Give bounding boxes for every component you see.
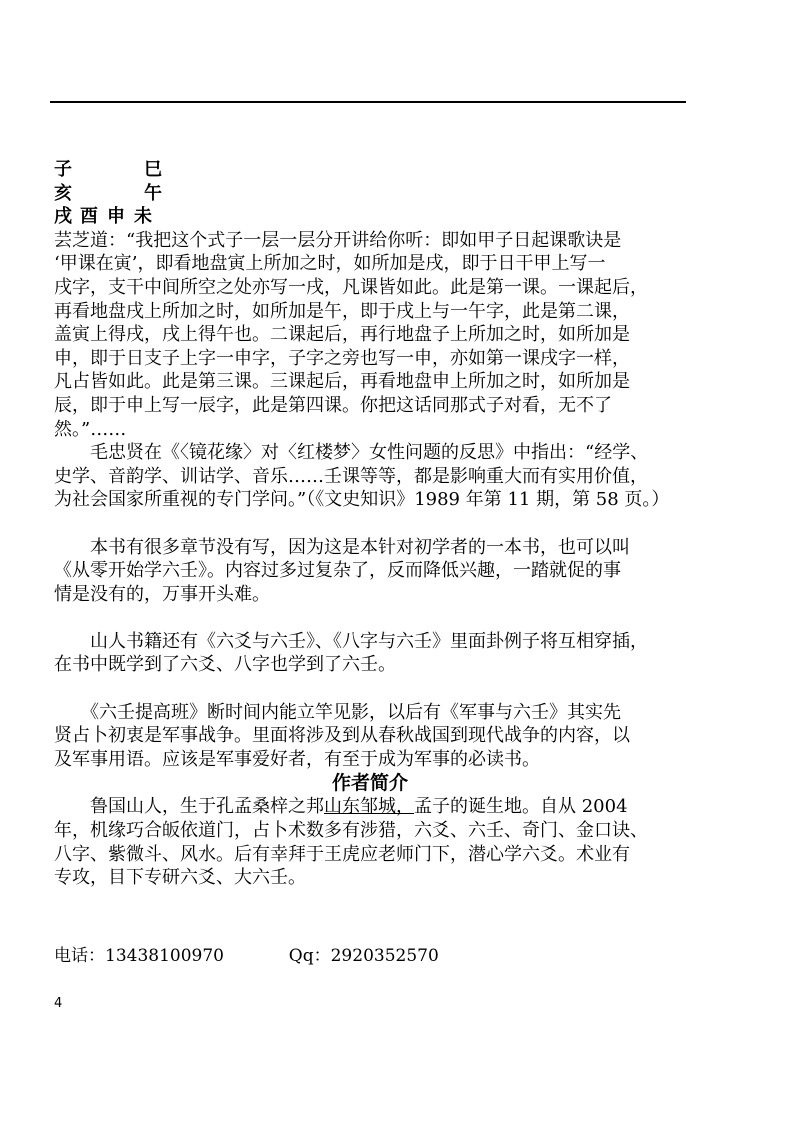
text-line: 申，即于日支子上字一申字，子字之旁也写一申，亦如第一课戌字一样，: [54, 347, 630, 369]
text-line: 《从零开始学六壬》。内容过多过复杂了，反而降低兴趣，一踏就促的事: [54, 560, 621, 582]
grid-row-1: [54, 158, 686, 182]
text-line: 然。”……: [54, 418, 127, 440]
grid-cell: 戌: [54, 206, 72, 228]
grid-cell: 未: [134, 206, 152, 228]
text-span: 孟子的诞生地。自从 2004: [414, 796, 628, 818]
text-line: 毛忠贤在《〈镜花缘〉对〈红楼梦〉女性问题的反思》中指出：“经学、: [54, 442, 649, 464]
grid-cell: 申: [107, 206, 125, 228]
author-heading: 作者简介: [331, 772, 408, 795]
grid-row-3: [54, 205, 686, 229]
text-line: 盖寅上得戌，戌上得午也。二课起后，再行地盘子上所加之时，如所加是: [54, 324, 630, 346]
header-rule: [50, 101, 686, 103]
mao-paragraph: [54, 441, 686, 512]
text-line: 辰，即于申上写一辰字，此是第四课。你把这话同那式子对看，无不了: [54, 394, 612, 416]
text-line: 戌字，支干中间所空之处亦写一戌，凡课皆如此。此是第一课。一课起后，: [54, 276, 648, 298]
text-line: 再看地盘戌上所加之时，如所加是午，即于戌上与一午字，此是第二课，: [54, 300, 630, 322]
book-paragraph: [54, 536, 686, 607]
shanren-paragraph: [54, 630, 686, 677]
text-span: 鲁国山人，生于孔孟桑梓之邦: [54, 796, 324, 818]
text-line: 史学、音韵学、训诂学、音乐……壬课等等，都是影响重大而有实用价值，: [54, 465, 648, 487]
author-paragraph: [54, 795, 686, 889]
page-body: [54, 158, 686, 890]
text-line: 情是没有的，万事开头难。: [54, 583, 270, 605]
text-line: ‘甲课在寅’，即看地盘寅上所加之时，如所加是戌，即于日干甲上写一: [54, 253, 606, 275]
text-line: 专攻，目下专研六爻、大六壬。: [54, 867, 306, 889]
text-line: 山人书籍还有《六爻与六壬》、《八字与六壬》里面卦例子将互相穿插，: [54, 630, 648, 652]
advanced-paragraph: [54, 701, 686, 772]
grid-cell: 酉: [80, 206, 98, 228]
underlined-place: 山东邹城，: [324, 796, 414, 818]
text-line: 《六壬提高班》断时间内能立竿见影，以后有《军事与六壬》其实先: [54, 701, 621, 723]
qq-number: Qq：2920352570: [288, 946, 439, 966]
text-line: 及军事用语。应该是军事爱好者，有至于成为军事的必读书。: [54, 748, 540, 770]
text-line: 芸芝道：“我把这个式子一层一层分开讲给你听：即如甲子日起课歌诀是: [54, 229, 622, 251]
quote-paragraph: [54, 229, 686, 441]
text-line: 为社会国家所重视的专门学问。”（《文史知识》1989 年第 11 期，第 58 页。）: [54, 489, 670, 511]
page-number: 4: [54, 996, 63, 1011]
grid-cell: 子: [54, 159, 72, 180]
phone-number: 电话：13438100970: [54, 946, 224, 966]
grid-cell: 午: [144, 182, 162, 204]
text-line: [54, 795, 686, 819]
text-line: 在书中既学到了六爻、八字也学到了六壬。: [54, 654, 396, 676]
grid-row-2: [54, 182, 686, 206]
grid-cell: 巳: [144, 159, 162, 180]
text-line: 八字、紫微斗、风水。后有幸拜于王虎应老师门下，潜心学六爻。术业有: [54, 843, 630, 865]
text-line: 贤占卜初衷是军事战争。里面将涉及到从春秋战国到现代战争的内容，以: [54, 725, 630, 747]
contact-line: [54, 944, 439, 968]
text-line: 年，机缘巧合皈依道门，占卜术数多有涉猎，六爻、六壬、奇门、金口诀、: [54, 820, 648, 842]
grid-cell: 亥: [54, 182, 72, 204]
text-line: 本书有很多章节没有写，因为这是本针对初学者的一本书，也可以叫: [54, 536, 630, 558]
text-line: 凡占皆如此。此是第三课。三课起后，再看地盘申上所加之时，如所加是: [54, 371, 630, 393]
